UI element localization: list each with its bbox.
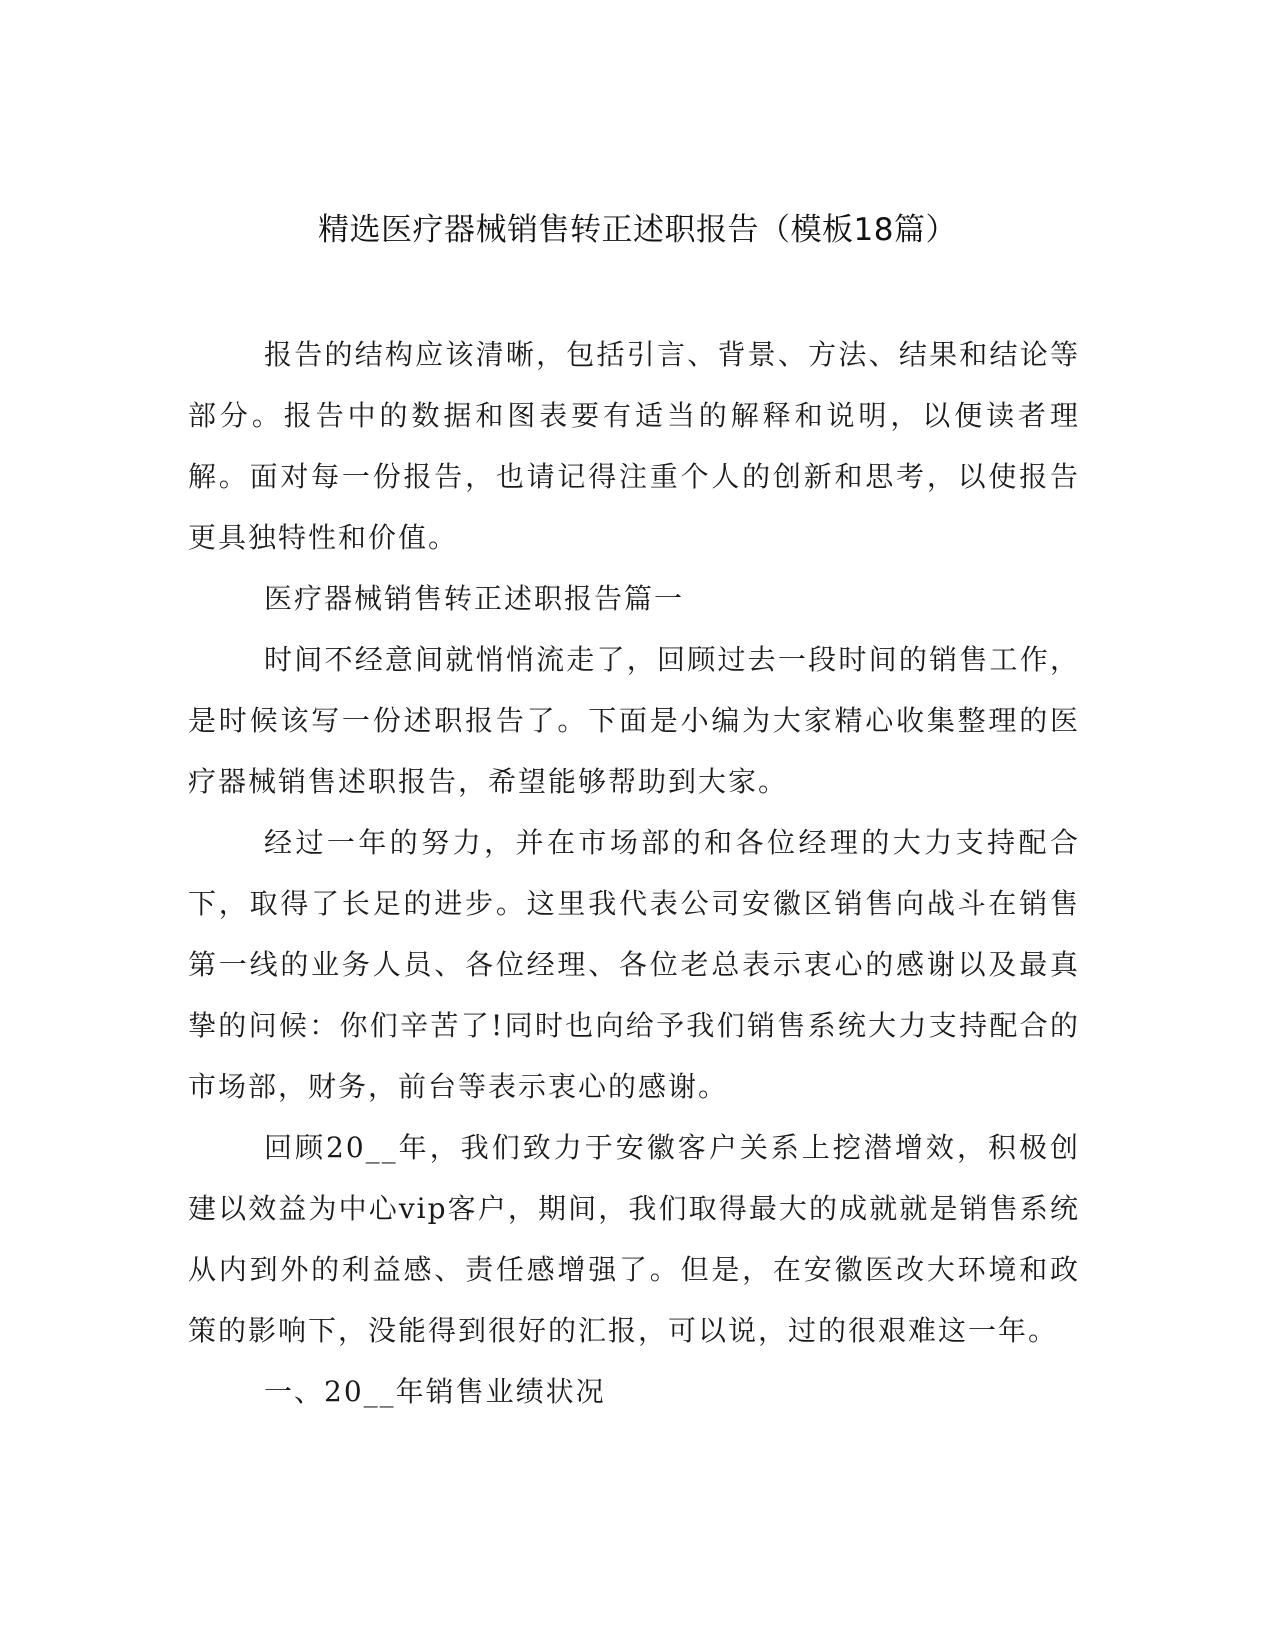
section-heading-part-one: 医疗器械销售转正述职报告篇一 — [264, 582, 685, 615]
document-title: 精选医疗器械销售转正述职报告（模板18篇） — [318, 212, 957, 248]
document-body — [188, 324, 1080, 1422]
paragraph-opening: 时间不经意间就悄悄流走了，回顾过去一段时间的销售工作，是时候该写一份述职报告了。下面是小编为大家精心收集整理的医疗器械销售述职报告，希望能够帮助到大家。 — [188, 643, 1080, 798]
section-heading-sales-performance: 一、20__年销售业绩状况 — [264, 1375, 606, 1408]
paragraph-review: 回顾20__年，我们致力于安徽客户关系上挖潜增效，积极创建以效益为中心vip客户，期间，我们取得最大的成就就是销售系统从内到外的利益感、责任感增强了。但是，在安徽医改大环境和政策的影响下，没能得到很好的汇报，可以说，过的很艰难这一年。 — [188, 1131, 1080, 1347]
paragraph-thanks: 经过一年的努力，并在市场部的和各位经理的大力支持配合下，取得了长足的进步。这里我代表公司安徽区销售向战斗在销售第一线的业务人员、各位经理、各位老总表示衷心的感谢以及最真挚的问候：你们辛苦了!同时也向给予我们销售系统大力支持配合的市场部，财务，前台等表示衷心的感谢。 — [188, 826, 1080, 1103]
paragraph-intro: 报告的结构应该清晰，包括引言、背景、方法、结果和结论等部分。报告中的数据和图表要有适当的解释和说明，以便读者理解。面对每一份报告，也请记得注重个人的创新和思考，以使报告更具独特性和价值。 — [188, 338, 1080, 554]
